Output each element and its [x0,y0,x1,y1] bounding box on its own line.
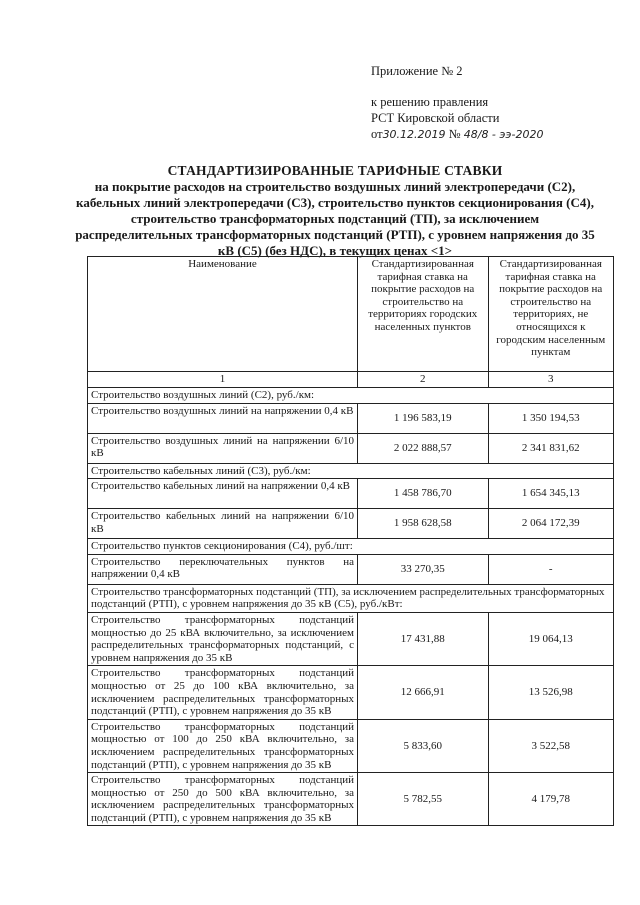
table-row [88,479,614,509]
appendix-label: Приложение № 2 [371,64,463,78]
table-row [88,403,614,433]
section-title: Строительство кабельных линий (С3), руб./км: [88,463,614,479]
row-urban-value: 17 431,88 [358,612,488,665]
decision-date-line [371,126,543,143]
table-row [88,554,614,584]
title-line-5: распределительных трансформаторных подстанций (РТП), с уровнем напряжения до 35 [75,227,595,242]
column-number-1: 1 [88,372,358,388]
row-rural-value: 1 654 345,13 [488,479,614,509]
row-rural-value: 4 179,78 [488,773,614,826]
date-prefix: от [371,127,383,141]
title-line-4: строительство трансформаторных подстанций (ТП), за исключением [130,211,540,226]
handwritten-number: 48/8 - ээ-2020 [463,128,544,141]
row-name: Строительство переключательных пунктов на напряжении 0,4 кВ [88,554,358,584]
section-row-cable-lines [88,463,614,479]
section-title: Строительство трансформаторных подстанций (ТП), за исключением распределительных трансформаторных подстанций (РТП), с уровнем напряжения до 35 кВ (С5), руб./кВт: [88,584,614,612]
title-line-1: СТАНДАРТИЗИРОВАННЫЕ ТАРИФНЫЕ СТАВКИ [167,163,503,178]
row-name: Строительство трансформаторных подстанций мощностью до 25 кВА включительно, за исключением распределительных трансформаторных подстанций, с уровнем напряжения до 35 кВ [88,612,358,665]
title-line-2: на покрытие расходов на строительство воздушных линий электропередачи (С2), [94,179,576,194]
table-row [88,509,614,539]
header-rural: Стандартизированная тарифная ставка на покрытие расходов на строительство на территориях, не относящихся к городским населенным пунктам [488,257,614,372]
row-name: Строительство кабельных линий на напряжении 0,4 кВ [88,479,358,509]
row-urban-value: 33 270,35 [358,554,488,584]
table-row [88,666,614,719]
table-row [88,773,614,826]
row-urban-value: 1 458 786,70 [358,479,488,509]
decision-line-1: к решению правления [371,95,489,109]
section-row-sectioning-points [88,539,614,555]
row-name: Строительство трансформаторных подстанций мощностью от 25 до 100 кВА включительно, за исключением распределительных трансформаторных подстанций (РТП), с уровнем напряжения до 35 кВ [88,666,358,719]
row-name: Строительство воздушных линий на напряжении 0,4 кВ [88,403,358,433]
row-urban-value: 2 022 888,57 [358,433,488,463]
document-title [60,163,610,259]
section-row-overhead-lines [88,388,614,404]
section-title: Строительство воздушных линий (С2), руб./км: [88,388,614,404]
row-rural-value: 2 064 172,39 [488,509,614,539]
header-name: Наименование [88,257,358,372]
table-row [88,612,614,665]
number-prefix: № [448,127,461,141]
title-line-6: кВ (С5) (без НДС), в текущих ценах <1> [217,243,453,258]
column-number-row [88,372,614,388]
row-name: Строительство трансформаторных подстанций мощностью от 250 до 500 кВА включительно, за исключением распределительных трансформаторных подстанций (РТП), с уровнем напряжения до 35 кВ [88,773,358,826]
decision-line-2: РСТ Кировской области [371,111,500,125]
row-urban-value: 5 782,55 [358,773,488,826]
row-name: Строительство трансформаторных подстанций мощностью от 100 до 250 кВА включительно, за исключением распределительных трансформаторных подстанций (РТП), с уровнем напряжения до 35 кВ [88,719,358,772]
row-rural-value: 19 064,13 [488,612,614,665]
row-urban-value: 12 666,91 [358,666,488,719]
row-urban-value: 1 958 628,58 [358,509,488,539]
column-number-3: 3 [488,372,614,388]
header-urban: Стандартизированная тарифная ставка на покрытие расходов на строительство на территориях городских населенных пунктов [358,257,488,372]
row-rural-value: 13 526,98 [488,666,614,719]
row-urban-value: 5 833,60 [358,719,488,772]
table-row [88,433,614,463]
handwritten-date: 30.12.2019 [382,128,446,141]
decision-reference [371,94,543,143]
column-number-2: 2 [358,372,488,388]
title-line-3: кабельных линий электропередачи (С3), строительство пунктов секционирования (С4), [76,195,594,210]
section-title: Строительство пунктов секционирования (С4), руб./шт: [88,539,614,555]
row-name: Строительство кабельных линий на напряжении 6/10 кВ [88,509,358,539]
row-rural-value: 1 350 194,53 [488,403,614,433]
row-urban-value: 1 196 583,19 [358,403,488,433]
table-header-row [88,257,614,372]
table-row [88,719,614,772]
tariff-rates-table [87,256,614,826]
row-rural-value: 3 522,58 [488,719,614,772]
row-rural-value: - [488,554,614,584]
row-name: Строительство воздушных линий на напряжении 6/10 кВ [88,433,358,463]
section-row-substations [88,584,614,612]
row-rural-value: 2 341 831,62 [488,433,614,463]
